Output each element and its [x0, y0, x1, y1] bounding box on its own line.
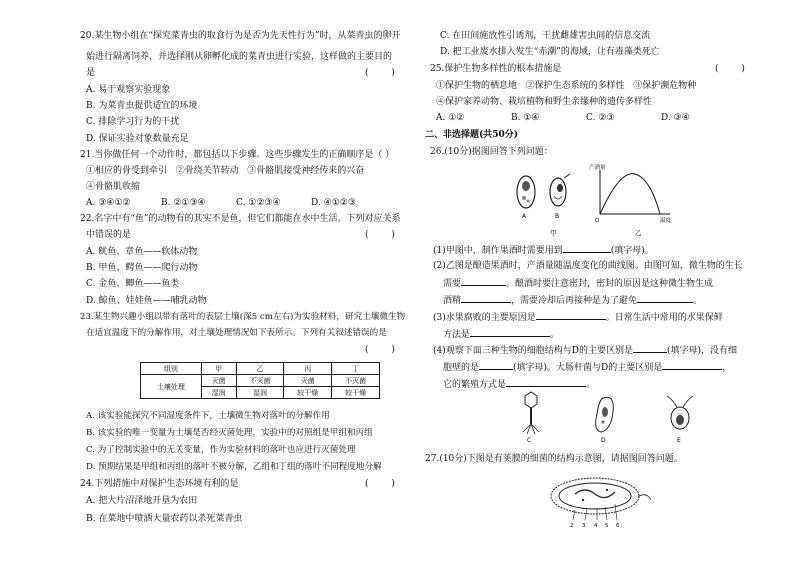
q20-option-b[interactable]: B. 为菜青虫提供适宜的环境	[86, 101, 198, 111]
section-heading: 二、非选择题(共50分)	[425, 130, 519, 140]
q23-stem-2: 在适宜温度下的分解作用，对土壤处理情况如下表所示。下列有关叙述错误的是	[86, 328, 387, 338]
q24-stem: 24.下列措施中对保护生态环境有利的是	[80, 479, 239, 489]
q20-stem-1: 20.某生物小组在“探究菜青虫的取食行为是否为先天性行为”时，从菜青虫的卵开	[80, 31, 401, 41]
q24-option-b[interactable]: B. 在菜地中喷洒大量农药以杀死菜青虫	[86, 514, 243, 524]
q24-option-c[interactable]: C. 在田间施放性引诱剂，干扰雌雄害虫间的信息交流	[440, 31, 651, 41]
q24-answer-paren[interactable]: ( )	[365, 479, 395, 489]
answer-blank[interactable]	[461, 294, 511, 303]
table-row-label: 土壤处理	[141, 375, 202, 399]
q21-step-1: ①相应的骨受到牵引	[86, 166, 168, 176]
q25-option-a[interactable]: A. ①②	[436, 113, 465, 123]
q24-option-d[interactable]: D. 把工业废水排入发生“赤潮”的海域，让有毒藻类死亡	[440, 47, 660, 57]
q23-option-a[interactable]: A. 该实验能探究不同湿度条件下，土壤微生物对落叶的分解作用	[86, 411, 330, 421]
fig-label-e: E	[677, 437, 681, 444]
q26-part2-line2	[443, 277, 713, 290]
q26-part4-text-f: 它的繁殖方式是	[443, 380, 507, 390]
q22-option-b[interactable]: B. 甲鱼、鳄鱼——爬行动物	[86, 263, 198, 273]
table-cell: 丁	[332, 363, 380, 375]
answer-blank[interactable]	[637, 294, 693, 303]
q21-stem: 21.当你做任何一个动作时，都包括以下步骤。这些步骤发生的正确顺序是（ ）	[80, 150, 395, 160]
fig-label-a: A	[522, 213, 527, 220]
bacterium-label-5: 5	[605, 523, 609, 529]
table-cell: 较干燥	[284, 387, 332, 399]
q25-item-4: ④保护家养动物、栽培植物和野生亲缘种的遗传多样性	[436, 97, 653, 107]
q21-option-c[interactable]: C. ①②③④	[236, 198, 281, 208]
bacterium-label-3: 3	[582, 523, 586, 529]
q25-option-b[interactable]: B. ①④	[511, 113, 540, 123]
answer-blank[interactable]	[633, 344, 667, 353]
q26-stem: 26.(10分)据图回答下列问题：	[430, 147, 553, 157]
q25-option-d[interactable]: D. ③④	[661, 113, 690, 123]
q25-stem: 25.保护生物多样性的根本措施是	[430, 64, 562, 74]
q21-step-3: ③骨骼肌接受神经传来的兴奋	[247, 166, 365, 176]
q26-part1	[433, 244, 654, 257]
q26-part3-text-b: 。日常生活中常用的水果保鲜	[605, 313, 723, 323]
bacterium-label-4: 4	[594, 523, 598, 529]
q26-part4-line1	[433, 344, 737, 357]
q21-steps-line1	[86, 166, 364, 177]
q26-part4-text-g: 。	[586, 380, 596, 390]
q21-option-b[interactable]: B. ②①③④	[161, 198, 206, 208]
q25-option-c[interactable]: C. ②③	[586, 113, 615, 123]
table-cell: 甲	[201, 363, 236, 375]
q25-item-1: ①保护生物的栖息地	[436, 81, 518, 91]
q23-option-b[interactable]: B. 该实验的唯一变量为土壤是否经灭菌处理，实验中的对照组是甲组和丙组	[86, 428, 373, 438]
answer-blank[interactable]	[506, 378, 586, 387]
q21-option-d[interactable]: D. ④①②③	[311, 198, 356, 208]
q24-option-a[interactable]: A. 把大片沼泽地开垦为农田	[86, 496, 198, 506]
q26-part3-line2	[443, 328, 559, 341]
answer-blank[interactable]	[470, 328, 550, 337]
q27-stem: 27.(10分)下图是有荚膜的细菌的结构示意图，请据图回答问题。	[425, 454, 683, 464]
bacterium-structure-figure	[545, 472, 655, 532]
q20-stem-2: 始进行隔离饲养，并选择刚从卵孵化成的菜青虫进行实验，这样做的主要目的	[86, 52, 393, 62]
q26-part2-text-d: ，需要冷却后再接种是为了避免	[511, 296, 638, 306]
q26-part2-text-b: 。酿酒时要注意密封，密封的原因是这种微生物生成	[506, 279, 714, 289]
q21-step-4: ④骨骼肌收缩	[86, 182, 141, 192]
q22-option-c[interactable]: C. 金鱼、鲫鱼——鱼类	[86, 279, 180, 289]
caption-jia: 甲	[550, 229, 557, 237]
table-cell: 丙	[284, 363, 332, 375]
answer-blank[interactable]	[662, 361, 722, 370]
graph-origin: O	[595, 218, 600, 224]
q20-option-d[interactable]: D. 保证实验对象数量充足	[86, 134, 189, 144]
q20-option-c[interactable]: C. 排除学习行为的干扰	[86, 117, 180, 127]
q26-figure-jia-yi	[510, 160, 710, 240]
fig-label-b: B	[555, 213, 560, 220]
q23-stem-1: 23.某生物兴趣小组以带有落叶的表层土壤(深5 cm左右)为实验材料，研究土壤微生物	[80, 312, 406, 322]
q26-part4-line2	[443, 361, 731, 374]
q23-answer-paren[interactable]: ( )	[365, 345, 395, 355]
q26-part4-text-c: 胞壁的是	[443, 363, 480, 373]
q26-part4-text-a: (4)观察下面三种生物的细胞结构与D的主要区别是	[433, 346, 633, 356]
q25-item-3: ③保护濒危物种	[633, 81, 697, 91]
q26-part2-text-e: 。	[693, 296, 703, 306]
temperature-yield-graph	[600, 170, 670, 214]
cell-a-illustration	[517, 176, 535, 208]
table-cell: 组别	[141, 363, 202, 375]
q22-answer-paren[interactable]: ( )	[365, 230, 395, 240]
q23-option-c[interactable]: C. 为了控制实验中的无关变量，作为实验材料的落叶也应进行灭菌处理	[86, 445, 356, 455]
table-cell: 乙	[236, 363, 284, 375]
cell-e-illustration	[667, 396, 693, 429]
q26-part4-text-e: ，	[722, 363, 732, 373]
q26-part3-line1	[433, 311, 723, 324]
q22-stem-2: 中错误的是	[86, 230, 132, 240]
bacterium-label-2: 2	[570, 523, 574, 529]
bacterium-label-6: 6	[616, 523, 620, 529]
fig-label-c: C	[527, 437, 532, 444]
q22-option-d[interactable]: D. 鲸鱼、娃娃鱼——哺乳动物	[86, 296, 207, 306]
q26-part4-text-d: (填字母)。大肠杆菌与D的主要区别是	[513, 363, 663, 373]
q26-part1-suffix: (填字母)。	[610, 246, 654, 256]
table-cell: 灭菌	[284, 375, 332, 387]
answer-blank[interactable]	[563, 244, 611, 253]
caption-yi: 乙	[635, 229, 642, 237]
q20-stem-3: 是	[86, 68, 96, 78]
cell-d-illustration	[596, 397, 614, 432]
q25-answer-paren[interactable]: ( )	[715, 64, 745, 74]
table-row	[141, 375, 380, 387]
q26-part2-line3	[443, 294, 702, 307]
q26-part3-text-a: (3)水果腐败的主要原因是	[433, 313, 536, 323]
q22-stem-1: 22.名字中有“鱼”的动物有的其实不是鱼，但它们都能在水中生活。下列对应关系	[80, 214, 401, 224]
answer-blank[interactable]	[536, 311, 606, 320]
q22-option-a[interactable]: A. 鱿鱼、章鱼——软体动物	[86, 247, 198, 257]
q26-part2-line1: (2)乙图是酿造果酒时，产酒量随温度变化的曲线图。由图可知，微生物的生长	[433, 261, 743, 271]
graph-y-label: 产酒量	[589, 165, 606, 171]
q26-part3-text-d: 。	[550, 330, 560, 340]
q21-step-2: ②骨绕关节转动	[175, 166, 239, 176]
fig-label-d: D	[601, 437, 606, 444]
q20-answer-paren[interactable]: ( )	[365, 68, 395, 78]
table-cell: 不灭菌	[236, 375, 284, 387]
q26-part1-text: (1)甲图中，制作果酒时需要用到	[433, 246, 563, 256]
graph-x-label: 温度	[660, 218, 672, 224]
answer-blank[interactable]	[461, 277, 506, 286]
q20-option-a[interactable]: A. 易于观察实验现象	[86, 85, 171, 95]
cell-b-illustration	[550, 174, 570, 206]
q21-option-a[interactable]: A. ③④①②	[86, 198, 131, 208]
q26-part4-text-b: (填字母)，没有细	[666, 346, 737, 356]
q26-part2-text-c: 酒精	[443, 296, 462, 306]
virus-c-illustration	[523, 392, 539, 434]
q26-part3-text-c: 方法是	[443, 330, 471, 340]
table-cell: 湿润	[201, 387, 236, 399]
q25-items-line1	[436, 81, 696, 92]
table-row	[141, 363, 380, 375]
right-column	[425, 0, 770, 561]
q26-figure-cde	[515, 390, 715, 445]
table-cell: 不灭菌	[332, 375, 380, 387]
table-cell: 灭菌	[201, 375, 236, 387]
q23-soil-table	[140, 362, 380, 399]
table-cell: 湿润	[236, 387, 284, 399]
left-column	[75, 0, 405, 561]
q23-option-d[interactable]: D. 预期结果是甲组和丙组的落叶不被分解，乙组和丁组的落叶不同程度地分解	[86, 462, 382, 472]
q25-item-2: ②保护生态系统的多样性	[525, 81, 625, 91]
q26-part2-text-a: 需要	[443, 279, 462, 289]
answer-blank[interactable]	[479, 361, 513, 370]
table-cell: 较干燥	[332, 387, 380, 399]
